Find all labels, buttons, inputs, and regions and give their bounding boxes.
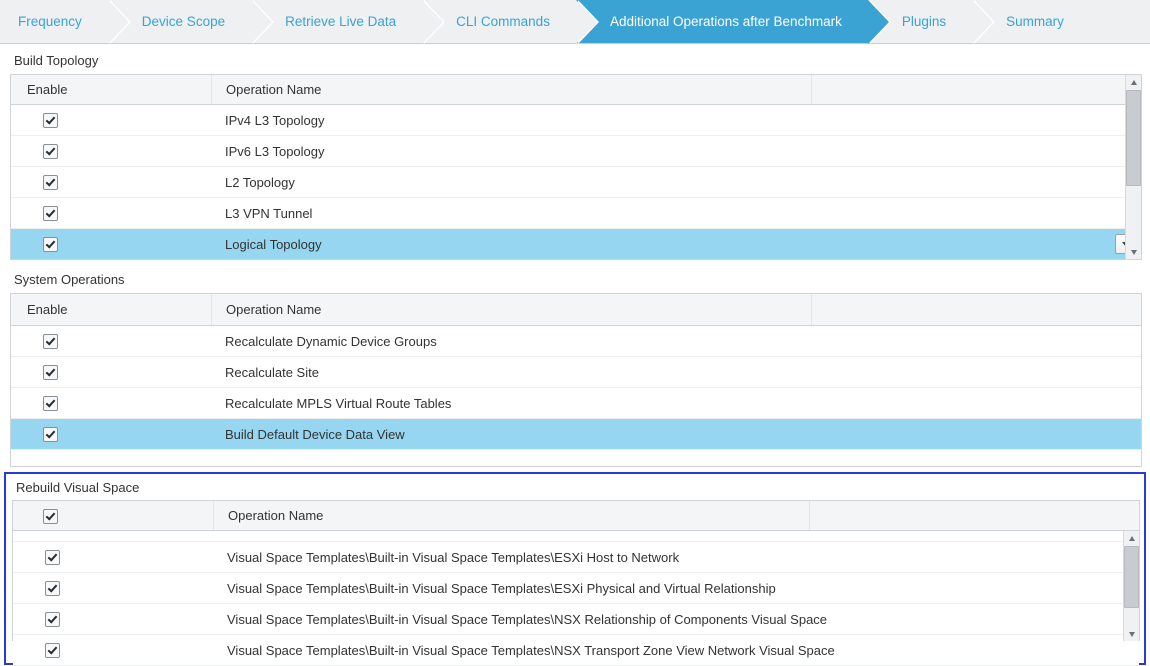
row-enable-checkbox[interactable]	[45, 643, 60, 658]
row-enable-checkbox[interactable]	[43, 365, 58, 380]
enable-cell	[11, 426, 211, 442]
table-row[interactable]	[13, 604, 1139, 635]
wizard-step-label: Summary	[1006, 14, 1064, 29]
enable-cell	[11, 174, 211, 190]
wizard-step-cli-commands[interactable]	[422, 0, 576, 43]
table-row-empty	[11, 450, 1141, 466]
row-enable-checkbox[interactable]	[45, 550, 60, 565]
table-row[interactable]	[11, 167, 1141, 198]
wizard-step-frequency[interactable]	[0, 0, 108, 43]
row-enable-checkbox[interactable]	[45, 612, 60, 627]
row-enable-checkbox[interactable]	[43, 427, 58, 442]
column-header-spacer	[811, 294, 1141, 325]
operation-name-cell: Recalculate Site	[225, 364, 319, 380]
rebuild-visual-space-panel	[4, 472, 1146, 665]
build-topology-title: Build Topology	[14, 53, 99, 68]
operation-name-cell: Recalculate Dynamic Device Groups	[225, 333, 437, 349]
rebuild-visual-space-title: Rebuild Visual Space	[16, 480, 140, 495]
operation-name-cell: L2 Topology	[225, 174, 295, 190]
rebuild-visual-space-header	[13, 501, 1139, 531]
table-row[interactable]	[13, 542, 1139, 573]
select-all-checkbox[interactable]	[43, 509, 58, 524]
row-enable-checkbox[interactable]	[43, 206, 58, 221]
operation-name-cell: L3 VPN Tunnel	[225, 205, 313, 221]
scroll-down-icon[interactable]	[1124, 626, 1139, 641]
row-enable-checkbox[interactable]	[43, 113, 58, 128]
wizard-step-label: CLI Commands	[456, 14, 550, 29]
rebuild-visual-space-grid	[12, 500, 1140, 658]
operation-name-cell: Visual Space Templates\Built-in Visual Space Templates\NSX Transport Zone View Network Visual Space	[227, 642, 835, 658]
operation-name-cell: IPv4 L3 Topology	[225, 112, 325, 128]
enable-cell	[11, 364, 211, 380]
table-row[interactable]	[11, 136, 1141, 167]
system-operations-header	[11, 294, 1141, 326]
wizard-step-label: Device Scope	[141, 14, 226, 29]
operation-name-cell: Visual Space Templates\Built-in Visual Space Templates\ESXi Host to Network	[227, 549, 680, 565]
column-header-operation-name: Operation Name	[213, 501, 809, 530]
row-enable-checkbox[interactable]	[43, 237, 58, 252]
select-all-cell	[13, 501, 213, 530]
wizard-step-label: Plugins	[901, 14, 947, 29]
table-row[interactable]	[11, 229, 1141, 259]
enable-cell	[13, 642, 213, 658]
enable-cell	[11, 143, 211, 159]
enable-cell	[11, 395, 211, 411]
system-operations-title: System Operations	[14, 272, 125, 287]
column-header-spacer	[811, 75, 1141, 104]
wizard-breadcrumb	[0, 0, 1150, 44]
rebuild-visual-space-scrollbar[interactable]	[1123, 531, 1139, 641]
operation-name-cell: Visual Space Templates\Built-in Visual Space Templates\ESXi Physical and Virtual Relationship	[227, 580, 776, 596]
enable-cell	[11, 112, 211, 128]
column-header-operation-name: Operation Name	[211, 294, 811, 325]
wizard-step-retrieve-live-data[interactable]	[251, 0, 422, 43]
row-enable-checkbox[interactable]	[43, 175, 58, 190]
enable-cell	[11, 333, 211, 349]
column-header-operation-name: Operation Name	[211, 75, 811, 104]
build-topology-scrollbar[interactable]	[1125, 75, 1141, 259]
table-row[interactable]	[11, 326, 1141, 357]
row-enable-checkbox[interactable]	[43, 334, 58, 349]
enable-cell	[11, 236, 211, 252]
rebuild-visual-space-rows	[13, 531, 1139, 666]
enable-cell	[11, 205, 211, 221]
build-topology-header	[11, 75, 1141, 105]
table-row[interactable]	[13, 635, 1139, 666]
scroll-up-icon[interactable]	[1126, 75, 1141, 90]
scroll-down-icon[interactable]	[1126, 244, 1141, 259]
system-operations-grid	[10, 293, 1142, 467]
wizard-step-label: Frequency	[18, 14, 82, 29]
scrollbar-thumb[interactable]	[1124, 546, 1139, 608]
build-topology-grid	[10, 74, 1142, 260]
system-operations-rows	[11, 326, 1141, 466]
table-row[interactable]	[11, 419, 1141, 450]
operation-name-cell: Logical Topology	[225, 236, 322, 252]
row-enable-checkbox[interactable]	[43, 396, 58, 411]
build-topology-rows	[11, 105, 1141, 259]
wizard-step-additional-operations[interactable]	[576, 0, 868, 43]
operation-name-cell: Recalculate MPLS Virtual Route Tables	[225, 395, 452, 411]
table-row[interactable]	[11, 105, 1141, 136]
wizard-step-label: Additional Operations after Benchmark	[609, 14, 842, 29]
table-row-partial[interactable]	[13, 531, 1139, 542]
enable-cell	[13, 549, 213, 565]
operation-name-cell: Visual Space Templates\Built-in Visual Space Templates\NSX Relationship of Components Visual Space	[227, 611, 828, 627]
table-row[interactable]	[11, 198, 1141, 229]
scrollbar-thumb[interactable]	[1126, 90, 1141, 186]
column-header-enable: Enable	[27, 302, 68, 317]
row-enable-checkbox[interactable]	[43, 144, 58, 159]
operation-name-cell: IPv6 L3 Topology	[225, 143, 325, 159]
table-row[interactable]	[11, 357, 1141, 388]
row-enable-checkbox[interactable]	[45, 581, 60, 596]
column-header-spacer	[809, 501, 1139, 530]
operation-name-cell: Build Default Device Data View	[225, 426, 405, 442]
table-row[interactable]	[11, 388, 1141, 419]
enable-cell	[13, 580, 213, 596]
column-header-enable: Enable	[27, 82, 68, 97]
enable-cell	[13, 611, 213, 627]
scroll-up-icon[interactable]	[1124, 531, 1139, 546]
wizard-step-label: Retrieve Live Data	[285, 14, 397, 29]
table-row[interactable]	[13, 573, 1139, 604]
